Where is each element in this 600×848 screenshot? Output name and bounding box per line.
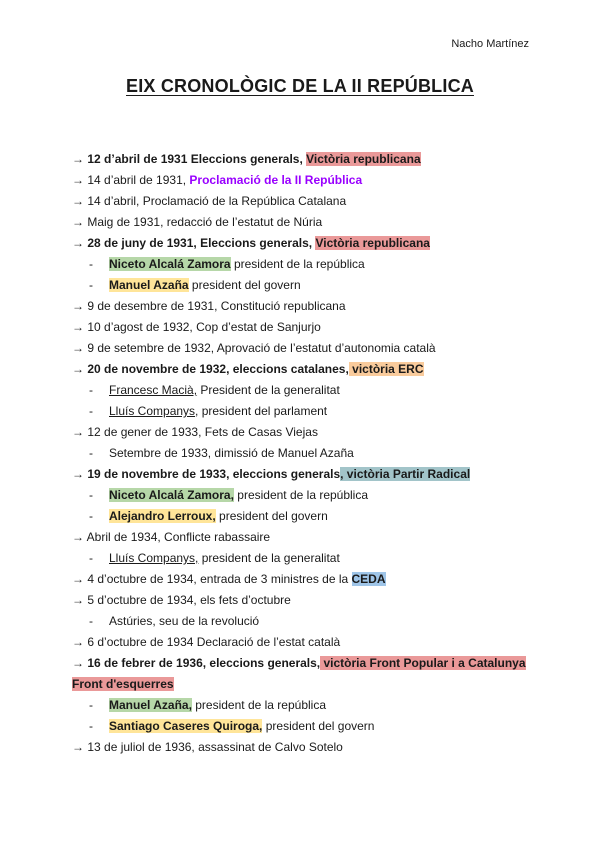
sub-entry [72,506,542,527]
entry-text: Setembre de 1933, dimissió de Manuel Azaña [109,446,354,460]
entry-text: 5 d’octubre de 1934, els fets d’octubre [87,593,291,607]
person-role: President de la generalitat [197,383,340,397]
timeline-entry [72,296,542,317]
person-name: Niceto Alcalá Zamora [109,257,231,271]
highlight-victory: victòria Front Popular i a Catalunya Front d'esquerres [72,656,526,691]
timeline-entry [72,170,542,191]
arrow-icon: → [72,320,84,334]
arrow-icon: → [72,425,84,439]
arrow-icon: → [72,299,84,313]
sub-entry [72,548,542,569]
arrow-icon: → [72,656,84,670]
timeline-entry [72,149,542,170]
timeline-entry [72,590,542,611]
entry-text: 12 de gener de 1933, Fets de Casas Viejas [87,425,318,439]
sub-entry [72,695,542,716]
sub-entry [72,401,542,422]
entry-text: 9 de setembre de 1932, Aprovació de l’estatut d’autonomia català [87,341,436,355]
arrow-icon: → [72,341,84,355]
timeline-entry [72,569,542,590]
highlight-victory: victòria ERC [348,362,424,376]
sub-entry [72,443,542,464]
arrow-icon: → [72,740,84,754]
dash-icon: - [89,614,93,628]
dash-icon: - [89,551,93,565]
person-role: president del govern [188,278,301,292]
arrow-icon: → [72,236,84,250]
timeline-entry [72,632,542,653]
entry-text: 14 d’abril, Proclamació de la República Catalana [87,194,347,208]
entry-text: 13 de juliol de 1936, assassinat de Calvo Sotelo [87,740,343,754]
arrow-icon: → [72,530,84,544]
arrow-icon: → [72,215,84,229]
arrow-icon: → [72,152,84,166]
dash-icon: - [89,698,93,712]
person-role: president del govern [215,509,328,523]
dash-icon: - [89,278,93,292]
entry-text: 19 de novembre de 1933, eleccions generals [87,467,341,481]
timeline-entry [72,464,542,485]
sub-entry [72,380,542,401]
person-role: president de la república [233,488,369,502]
dash-icon: - [89,383,93,397]
dash-icon: - [89,719,93,733]
timeline-entry [72,317,542,338]
sub-entry [72,716,542,737]
document-title: EIX CRONOLÒGIC DE LA II REPÚBLICA [126,76,474,96]
entry-text: 28 de juny de 1931, Eleccions generals, [87,236,316,250]
arrow-icon: → [72,362,84,376]
entry-text: 16 de febrer de 1936, eleccions generals, [87,656,321,670]
timeline-entry [72,233,542,254]
entry-text: 10 d’agost de 1932, Cop d’estat de Sanjurjo [87,320,321,334]
timeline-entry [72,737,542,758]
person-role: president de la generalitat [198,551,340,565]
highlight-proclamation: Proclamació de la II República [189,173,363,187]
timeline-entry [72,191,542,212]
entry-text: 4 d’octubre de 1934, entrada de 3 ministres de la [87,572,352,586]
timeline-entry [72,338,542,359]
timeline-entry [72,359,542,380]
person-name: Lluís Companys, [109,551,199,565]
entry-text: 12 d’abril de 1931 Eleccions generals, [87,152,307,166]
arrow-icon: → [72,572,84,586]
person-name: Alejandro Lerroux, [109,509,216,523]
sub-entry [72,485,542,506]
person-role: president de la república [191,698,326,712]
entry-text: Maig de 1931, redacció de l’estatut de Núria [87,215,323,229]
person-name: Manuel Azaña, [109,698,192,712]
entry-text: Astúries, seu de la revolució [109,614,260,628]
dash-icon: - [89,257,93,271]
entry-text: 14 d’abril de 1931, [87,173,190,187]
dash-icon: - [89,446,93,460]
entry-text: 20 de novembre de 1932, eleccions catalanes, [87,362,349,376]
author-name: Nacho Martínez [451,38,529,50]
entry-text: 9 de desembre de 1931, Constitució republicana [87,299,346,313]
timeline-entry [72,653,542,695]
person-name: Francesc Macià, [109,383,198,397]
person-role: , president del parlament [195,404,328,418]
arrow-icon: → [72,635,84,649]
sub-entry [72,254,542,275]
timeline-entry [72,527,542,548]
dash-icon: - [89,509,93,523]
arrow-icon: → [72,467,84,481]
person-name: Santiago Caseres Quiroga, [109,719,263,733]
highlight-victory: Victòria republicana [306,152,421,166]
timeline [72,149,542,758]
arrow-icon: → [72,194,84,208]
person-role: president de la república [230,257,365,271]
dash-icon: - [89,404,93,418]
entry-text: 6 d’octubre de 1934 Declaració de l’estat català [87,635,341,649]
timeline-entry [72,212,542,233]
person-name: Lluís Companys [109,404,196,418]
highlight-victory: Victòria republicana [315,236,430,250]
arrow-icon: → [72,593,84,607]
sub-entry [72,275,542,296]
person-role: president del govern [262,719,375,733]
timeline-entry [72,422,542,443]
highlight-victory: , victòria Partir Radical [340,467,471,481]
sub-entry [72,611,542,632]
person-name: Manuel Azaña [109,278,189,292]
highlight-party: CEDA [351,572,386,586]
arrow-icon: → [72,173,84,187]
entry-text: Abril de 1934, Conflicte rabassaire [86,530,271,544]
dash-icon: - [89,488,93,502]
person-name: Niceto Alcalá Zamora, [109,488,234,502]
